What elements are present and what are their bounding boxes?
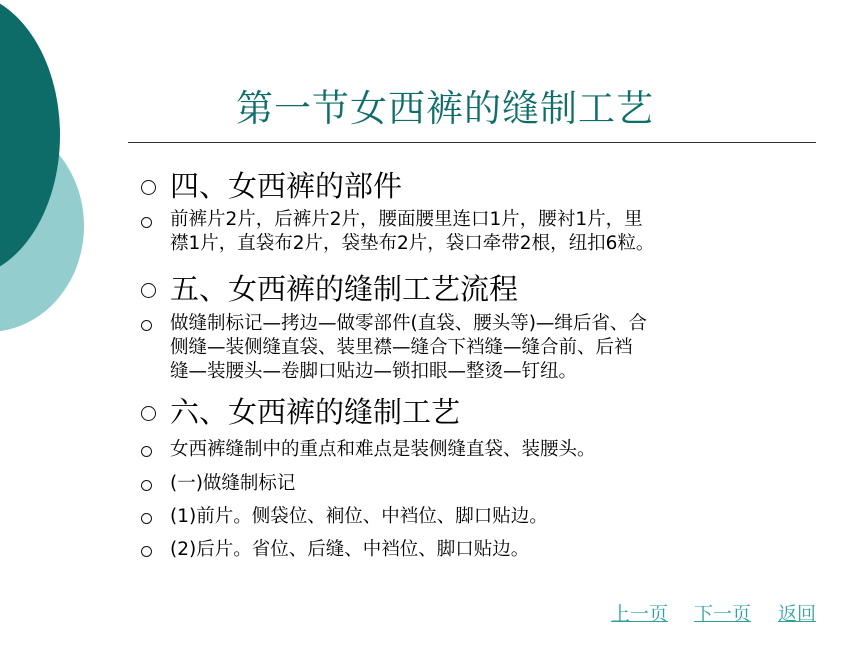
prev-page-link[interactable]: 上一页 (611, 603, 669, 625)
bullet-icon (141, 406, 156, 421)
text-line: 襟1片，直袋布2片，袋垫布2片，袋口牵带2根，纽扣6粒。 (170, 233, 655, 254)
bullet-icon (141, 446, 152, 457)
text-line: 缝—装腰头—卷脚口贴边—锁扣眼—整烫—钉纽。 (170, 361, 578, 382)
section-heading-craft: 六、女西裤的缝制工艺 (170, 395, 461, 429)
title-divider (128, 142, 816, 143)
next-page-link[interactable]: 下一页 (694, 603, 752, 625)
text-line: 前裤片2片，后裤片2片，腰面腰里连口1片，腰衬1片，里 (170, 209, 643, 230)
bullet-icon (141, 480, 152, 491)
parts-list-text (170, 208, 654, 256)
bullet-icon (141, 320, 152, 331)
list-item: (2)后片。省位、后缝、中裆位、脚口贴边。 (170, 539, 530, 560)
bullet-icon (141, 513, 152, 524)
slide-title: 第一节女西裤的缝制工艺 (236, 87, 654, 130)
bullet-icon (141, 217, 152, 228)
bullet-icon (141, 283, 156, 298)
bullet-icon (141, 180, 156, 195)
back-link[interactable]: 返回 (778, 603, 817, 625)
list-item: (1)前片。侧袋位、裥位、中裆位、脚口贴边。 (170, 506, 548, 527)
text-line: 做缝制标记—拷边—做零部件(直袋、腰头等)—缉后省、合 (170, 313, 647, 334)
list-item: (一)做缝制标记 (170, 473, 296, 494)
list-item: 女西裤缝制中的重点和难点是装侧缝直袋、装腰头。 (170, 439, 596, 460)
section-heading-parts: 四、女西裤的部件 (170, 169, 403, 203)
process-flow-text (170, 312, 647, 384)
text-line: 侧缝—装侧缝直袋、装里襟—缝合下裆缝—缝合前、后裆 (170, 337, 633, 358)
section-heading-process: 五、女西裤的缝制工艺流程 (170, 272, 519, 306)
bullet-icon (141, 546, 152, 557)
